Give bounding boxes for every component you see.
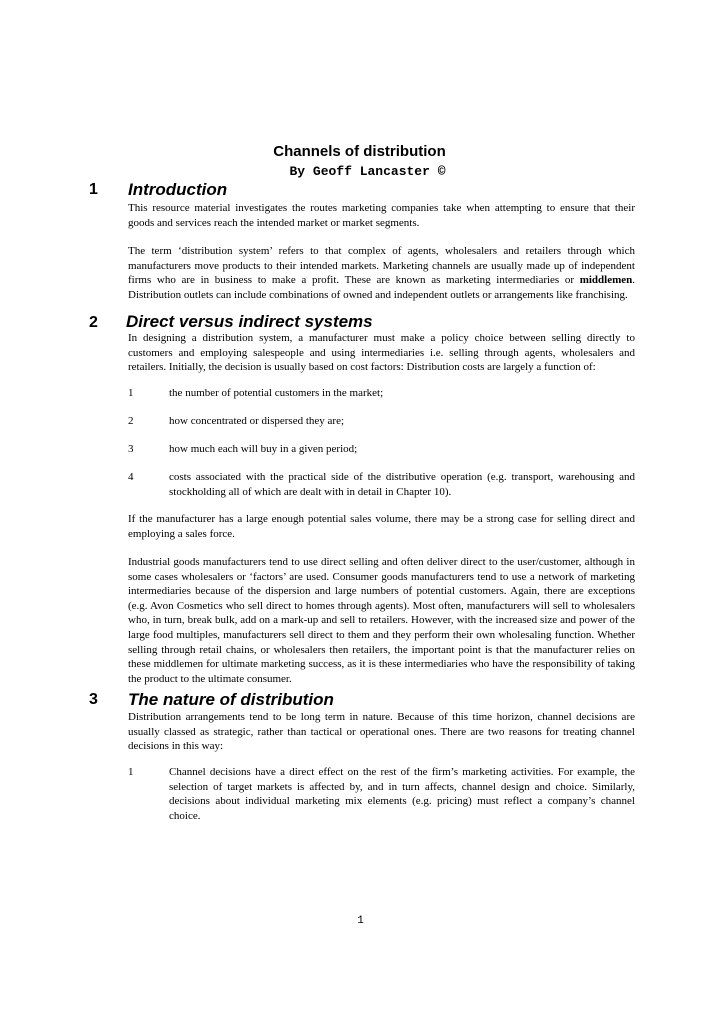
section-3-heading: The nature of distribution: [128, 690, 334, 709]
section-2-paragraph-3: Industrial goods manufacturers tend to use direct selling and often deliver direct to the user/customer, although in some cases wholesalers or ‘factors’ are used. Consumer goods manufacturers tend to use a network of marketing intermediaries because of the dispersion and large numbers of potential customers. Again, there are exceptions (e.g. Avon Cosmetics who sell direct to homes through agents). Most often, manufacturers will sell to wholesalers who, in turn, break bulk, add on a mark-up and sell to retailers. However, with the increased size and power of the large food multiples, manufacturers sell direct to them and they perform their own wholesaling function. Whether selling through retail chains, or wholesalers then retailers, the important point is that the manufacturer relies on these middlemen for ultimate marketing success, as it is these intermediaries who have the responsibility of taking the product to the ultimate consumer.: [128, 556, 635, 685]
section-3-paragraph-1: Distribution arrangements tend to be long term in nature. Because of this time horizon, channel decisions are usually classed as strategic, rather than tactical or operational ones. There are two reasons for treating channel decisions in this way:: [128, 711, 635, 753]
document-author: By Geoff Lancaster ©: [289, 164, 446, 179]
section-1-heading: Introduction: [128, 180, 228, 199]
section-1-number: 1: [89, 181, 98, 198]
section-1-paragraph-2: [128, 244, 635, 302]
list-item-number: 1: [128, 387, 134, 399]
document-title: Channels of distribution: [273, 143, 446, 160]
section-3-number: 3: [89, 691, 98, 708]
section-1-paragraph-1: This resource material investigates the routes marketing companies take when attempting to ensure that their goods and services reach the intended market or market segments.: [128, 202, 635, 229]
list-item-text: how concentrated or dispersed they are;: [169, 415, 345, 427]
section-2-number: 2: [89, 314, 98, 331]
section-2-heading: Direct versus indirect systems: [126, 312, 373, 331]
list-item-text: how much each will buy in a given period;: [169, 443, 358, 455]
list-item-text: Channel decisions have a direct effect on the rest of the firm’s marketing activities. For example, the selection of target markets is affected by, and in turn affects, channel design and choice. Similarly, decisions about individual marketing mix elements (e.g. pricing) must reflect a company’s channel choice.: [169, 766, 635, 822]
section-2-paragraph-1: In designing a distribution system, a manufacturer must make a policy choice between selling directly to customers and employing salespeople and using intermediaries i.e. selling through agents, wholesalers and retailers. Initially, the decision is usually based on cost factors: Distribution costs are largely a function of:: [128, 332, 635, 374]
list-item-text: costs associated with the practical side of the distributive operation (e.g. transport, warehousing and stockholding all of which are dealt with in detail in Chapter 10).: [169, 471, 635, 498]
list-item-text: the number of potential customers in the market;: [169, 387, 384, 399]
list-item-number: 3: [128, 443, 134, 455]
section-2-paragraph-2: If the manufacturer has a large enough potential sales volume, there may be a strong case for selling direct and employing a sales force.: [128, 513, 635, 540]
list-item-number: 4: [128, 471, 134, 483]
list-item-number: 2: [128, 415, 134, 427]
middlemen-term: middlemen: [579, 274, 633, 287]
page-number: 1: [357, 915, 364, 927]
list-item-number: 1: [128, 766, 134, 778]
section-1-paragraph-2-start: The term ‘distribution system’ refers to that complex of agents, wholesalers and retailers through which manufacturers move products to their intended markets. Marketing channels are usually made up of independent firms who are in business to make a profit. These are known as marketing intermediaries or: [128, 245, 635, 287]
section-1-paragraph-2-end: . Distribution outlets can include combinations of owned and independent outlets or arrangements like franchising.: [128, 274, 635, 301]
